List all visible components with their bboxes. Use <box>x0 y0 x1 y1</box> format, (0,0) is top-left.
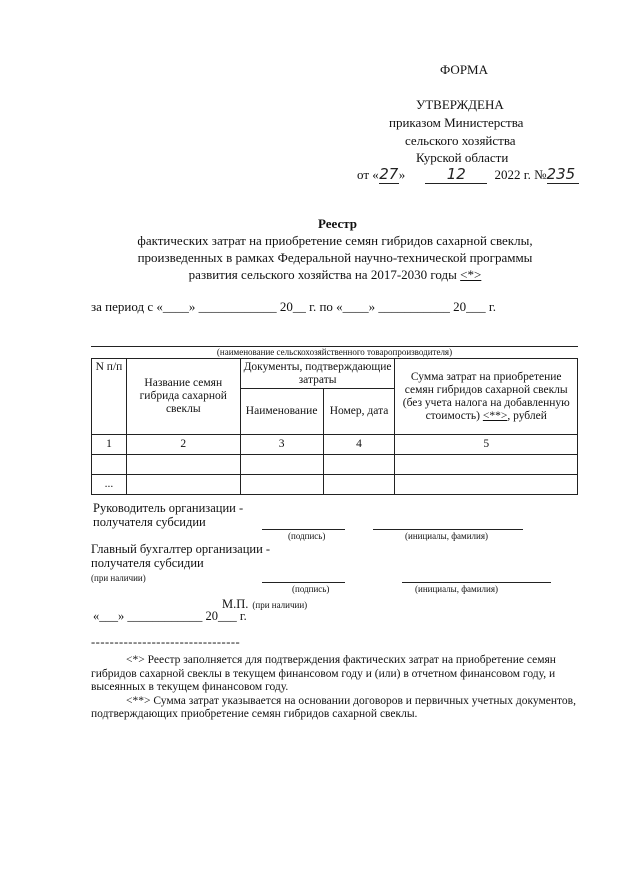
footnote-separator: -------------------------------- <box>91 635 241 649</box>
accountant-label-1: Главный бухгалтер организации - <box>91 542 271 556</box>
date-prefix: от « <box>357 167 379 182</box>
footnote-ref-1: <*> <box>460 267 482 282</box>
handwritten-number: 235 <box>547 165 579 184</box>
header-seed-name: Название семян гибрида сахарной свеклы <box>126 359 240 435</box>
header-documents: Документы, подтверждающие затраты <box>240 359 395 389</box>
head-signature-line <box>262 529 345 530</box>
table-cell <box>323 475 395 495</box>
table-cell <box>92 455 127 475</box>
head-initials-caption: (инициалы, фамилия) <box>405 531 488 541</box>
table-cell <box>395 455 578 475</box>
header-sum-text: Сумма затрат на приобретение семян гибридов сахарной свеклы (без учета налога на добавленную стоимость) <box>402 370 570 422</box>
table-cell <box>240 475 323 495</box>
period-line: за период с «____» ____________ 20__ г. по «____» ___________ 20___ г. <box>91 299 497 314</box>
accountant-sign-caption: (подпись) <box>292 584 330 594</box>
table-row <box>92 435 578 455</box>
table-cell <box>323 455 395 475</box>
table-cell: 4 <box>323 435 395 455</box>
header-sum-tail: , рублей <box>507 409 547 422</box>
approval-line-2: сельского хозяйства <box>405 133 516 148</box>
accountant-initials-line <box>402 582 551 583</box>
producer-caption: (наименование сельскохозяйственного товаропроизводителя) <box>216 347 453 357</box>
if-any-caption: (при наличии) <box>91 573 146 583</box>
approved-label: УТВЕРЖДЕНА <box>416 97 504 112</box>
table-cell <box>126 475 240 495</box>
register-title: Реестр <box>317 216 357 231</box>
table-cell: ... <box>92 475 127 495</box>
footnote-ref-2: <**> <box>482 409 508 422</box>
signature-date-line: «___» ____________ 20___ г. <box>93 609 247 623</box>
table-cell <box>240 455 323 475</box>
approval-line-1: приказом Министерства <box>389 115 524 130</box>
table-cell <box>395 475 578 495</box>
handwritten-month: 12 <box>425 165 487 184</box>
accountant-label-2: получателя субсидии <box>91 556 204 570</box>
accountant-initials-caption: (инициалы, фамилия) <box>415 584 498 594</box>
footnotes <box>91 654 581 722</box>
mp-label: М.П. <box>222 597 249 611</box>
table-cell: 3 <box>240 435 323 455</box>
table-row <box>92 475 578 495</box>
mp-note: (при наличии) <box>252 600 308 610</box>
head-initials-line <box>373 529 523 530</box>
register-subtitle-2: произведенных в рамках Федеральной научно-технической программы <box>137 250 533 265</box>
head-sign-caption: (подпись) <box>288 531 326 541</box>
header-doc-number: Номер, дата <box>323 389 395 435</box>
footnote-2: <**> Сумма затрат указывается на основании договоров и первичных учетных документов, подтверждающих приобретение семян гибридов сахарной свеклы. <box>91 694 576 720</box>
accountant-signature-line <box>262 582 345 583</box>
handwritten-day: 27 <box>379 165 399 183</box>
header-no: N п/п <box>92 359 127 435</box>
register-subtitle-1: фактических затрат на приобретение семян гибридов сахарной свеклы, <box>137 233 533 248</box>
table-cell: 2 <box>126 435 240 455</box>
header-doc-name: Наименование <box>240 389 323 435</box>
table-row <box>92 455 578 475</box>
head-label-1: Руководитель организации - <box>93 501 244 515</box>
approval-date-line <box>357 165 579 184</box>
head-label-2: получателя субсидии <box>93 515 206 529</box>
date-mid: » <box>398 167 406 182</box>
footnote-1: <*> Реестр заполняется для подтверждения фактических затрат на приобретение семян гибридов сахарной свеклы в текущем финансовом году и (или) в отчетном финансовом году, и высеянных в текущем финансовом году. <box>91 654 556 693</box>
table-cell: 1 <box>92 435 127 455</box>
form-label: ФОРМА <box>440 62 488 77</box>
register-subtitle-3 <box>90 267 580 283</box>
subtitle-3-text: развития сельского хозяйства на 2017-2030 годы <box>188 267 461 282</box>
date-year: 2022 г. № <box>494 167 547 182</box>
header-sum <box>395 359 578 435</box>
table-cell <box>126 455 240 475</box>
table-cell: 5 <box>395 435 578 455</box>
approval-line-3: Курской области <box>416 150 509 165</box>
register-table <box>91 358 578 495</box>
